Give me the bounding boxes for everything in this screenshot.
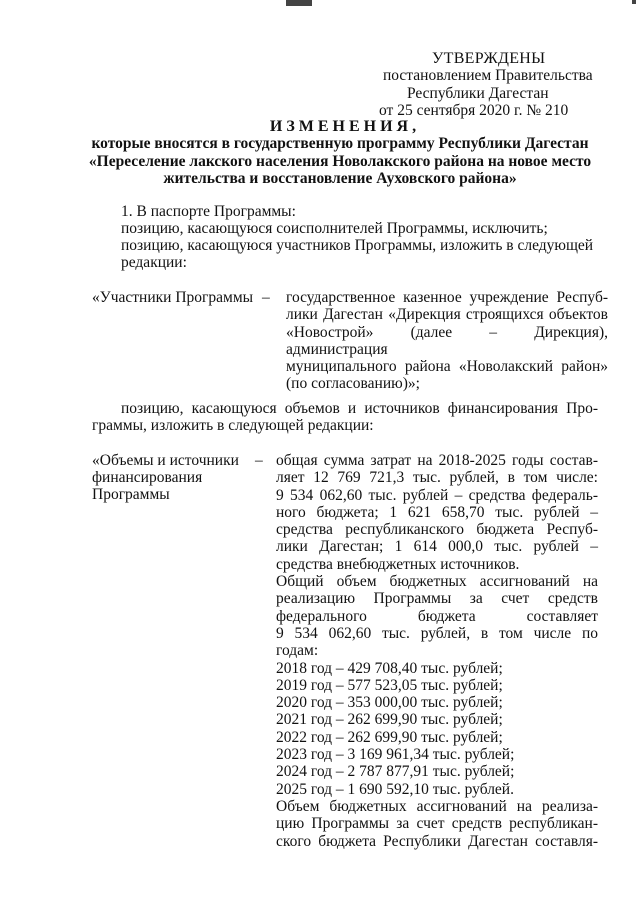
year-line: 2024 год – 2 787 877,91 тыс. рублей;: [276, 763, 515, 781]
section-item: 1. В паспорте Программы:: [121, 203, 296, 220]
approval-line: Республики Дагестан: [407, 84, 549, 102]
funding-text: [276, 452, 598, 850]
year-line: 2021 год – 262 699,90 тыс. рублей;: [276, 711, 503, 729]
year-line: 2019 год – 577 523,05 тыс. рублей;: [276, 676, 503, 694]
text-line: лики Дагестан; 1 614 000,0 тыс. рублей –: [276, 538, 598, 556]
funding-label: Программы: [92, 486, 170, 503]
text-line: (по согласованию)»;: [286, 375, 420, 393]
approval-block: [380, 50, 600, 119]
text-line: общая сумма затрат на 2018-2025 годы состав-: [276, 452, 598, 469]
text-line: средства республиканского бюджета Респуб-: [276, 521, 598, 539]
approval-line: постановлением Правительства: [383, 67, 593, 85]
title-line: жительства и восстановление Ауховского района»: [163, 169, 517, 187]
text-line: Объем бюджетных ассигнований на реализа-: [276, 797, 598, 815]
year-line: 2022 год – 262 699,90 тыс. рублей;: [276, 728, 503, 746]
year-line: 2023 год – 3 169 961,34 тыс. рублей;: [276, 746, 515, 764]
text-line: ского бюджета Республики Дагестан составля-: [276, 832, 598, 850]
text-line: федерального бюджета составляет: [276, 607, 598, 625]
title-line: которые вносятся в государственную программу Республики Дагестан: [91, 135, 589, 153]
text-line: 9 534 062,60 тыс. рублей – средства федераль-: [276, 486, 598, 504]
participants-dash: –: [262, 289, 270, 306]
year-line: 2025 год – 1 690 592,10 тыс. рублей.: [276, 780, 514, 798]
scan-mark: [632, 0, 636, 4]
text-line: государственное казенное учреждение Респуб-: [286, 289, 608, 306]
text-line: годам:: [276, 642, 319, 660]
year-line: 2018 год – 429 708,40 тыс. рублей;: [276, 659, 503, 677]
paragraph: позицию, касающуюся объемов и источников финансирования Про-: [121, 400, 598, 417]
funding-dash: –: [255, 452, 263, 469]
text-line: ного бюджета; 1 621 658,70 тыс. рублей –: [276, 503, 598, 521]
scan-mark: [286, 0, 312, 6]
text-line: муниципального района «Новолакский район»: [286, 358, 608, 376]
text-line: «Новострой» (далее – Дирекция), администрация: [286, 323, 608, 358]
participants-text: [286, 289, 608, 393]
funding-label: финансирования: [92, 469, 203, 486]
paragraph: редакции:: [121, 254, 187, 271]
title-heading: ИЗМЕНЕНИЯ,: [269, 118, 421, 135]
paragraph: позицию, касающуюся участников Программы, изложить в следующей: [121, 237, 594, 254]
document-title: [70, 118, 610, 187]
text-line: лики Дагестан «Дирекция строящихся объектов: [286, 306, 608, 324]
funding-label: «Объемы и источники: [92, 452, 239, 469]
text-line: цию Программы за счет средств республикан-: [276, 815, 598, 833]
text-line: реализацию Программы за счет средств: [276, 590, 598, 608]
paragraph: граммы, изложить в следующей редакции:: [92, 417, 374, 434]
text-line: Общий объем бюджетных ассигнований на: [276, 573, 598, 591]
text-line: средства внебюджетных источников.: [276, 555, 520, 573]
approval-heading: УТВЕРЖДЕНЫ: [432, 50, 546, 67]
text-line: ляет 12 769 721,3 тыс. рублей, в том числе:: [276, 469, 598, 487]
title-line: «Переселение лакского населения Новолакского района на новое место: [88, 152, 592, 170]
approval-date: от 25 сентября 2020 г. № 210: [379, 101, 569, 119]
paragraph: позицию, касающуюся соисполнителей Программы, исключить;: [121, 220, 548, 237]
participants-label: «Участники Программы: [92, 289, 254, 306]
year-line: 2020 год – 353 000,00 тыс. рублей;: [276, 694, 503, 712]
text-line: 9 534 062,60 тыс. рублей, в том числе по: [276, 624, 598, 642]
